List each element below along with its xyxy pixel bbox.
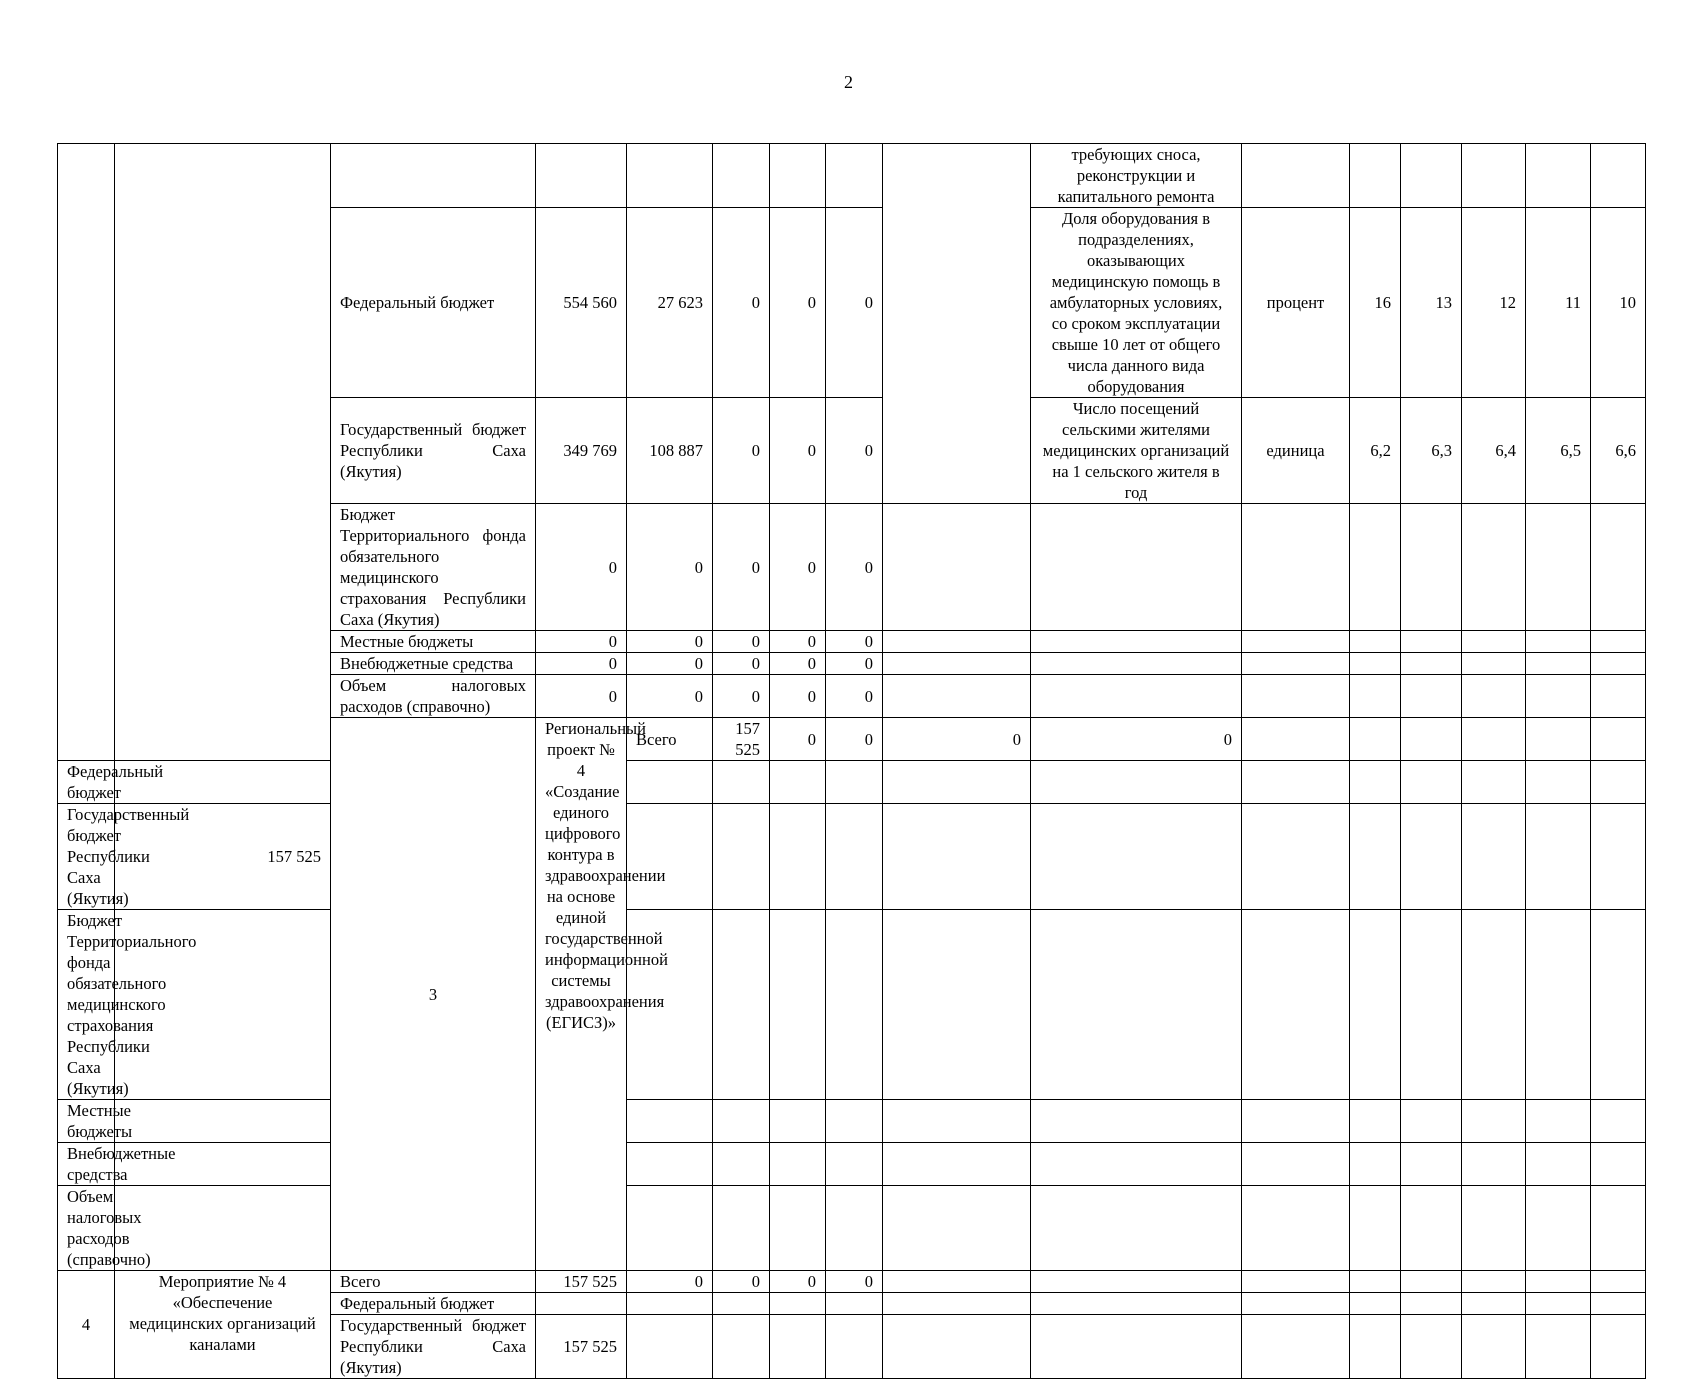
value-cell: 0 (713, 675, 770, 718)
indicator-name: Доля оборудования в подразделениях, оказывающих медицинскую помощь в амбулаторных условиях, со сроком эксплуатации свыше 10 лет от общего числа данного вида оборудования (1031, 208, 1242, 398)
budget-source: Государственный бюджет Республики Саха (Якутия) (331, 1315, 536, 1379)
value-cell: 0 (713, 208, 770, 398)
budget-source: Местные бюджеты (58, 1100, 115, 1143)
value-cell: 0 (627, 1271, 713, 1293)
value-cell: 0 (627, 675, 713, 718)
value-cell: 0 (826, 504, 883, 631)
value-cell: 0 (826, 1271, 883, 1293)
value-cell: 0 (627, 653, 713, 675)
indicator-value: 6,3 (1401, 398, 1462, 504)
indicator-unit: процент (1242, 208, 1350, 398)
value-cell: 0 (713, 398, 770, 504)
indicator-value: 13 (1401, 208, 1462, 398)
value-cell: 0 (627, 631, 713, 653)
value-cell: 0 (627, 504, 713, 631)
value-cell: 0 (770, 208, 826, 398)
budget-source: Государственный бюджет Республики Саха (Якутия) (331, 398, 536, 504)
value-cell: 0 (826, 398, 883, 504)
indicator-value: 6,2 (1350, 398, 1401, 504)
table-row (58, 1271, 1646, 1293)
program-table (57, 143, 1646, 1379)
table-row (58, 761, 1646, 804)
value-cell: 0 (713, 653, 770, 675)
value-cell: 0 (770, 675, 826, 718)
indicator-name: требующих сноса, реконструкции и капитального ремонта (1031, 144, 1242, 208)
value-cell: 0 (826, 631, 883, 653)
indicator-value: 6,4 (1462, 398, 1526, 504)
value-cell: 0 (770, 398, 826, 504)
budget-source: Федеральный бюджет (331, 208, 536, 398)
table-row (58, 1186, 1646, 1271)
indicator-unit: единица (1242, 398, 1350, 504)
value-cell: 554 560 (536, 208, 627, 398)
budget-source: Федеральный бюджет (58, 761, 115, 804)
value-cell: 0 (713, 1271, 770, 1293)
table-row (58, 144, 1646, 208)
table-row (58, 1143, 1646, 1186)
indicator-value: 12 (1462, 208, 1526, 398)
budget-source: Бюджет Территориального фонда обязательного медицинского страхования Республики Саха (Якутия) (331, 504, 536, 631)
budget-source: Местные бюджеты (331, 631, 536, 653)
project-name: Региональный проект № 4 «Создание единого цифрового контура в здравоохранении на основе единой государственной информационной системы здравоохранения (ЕГИСЗ)» (536, 718, 627, 1271)
value-cell: 0 (1031, 718, 1242, 761)
value-cell: 108 887 (627, 398, 713, 504)
budget-source: Всего (331, 1271, 536, 1293)
value-cell: 0 (536, 675, 627, 718)
value-cell: 0 (536, 653, 627, 675)
value-cell: 27 623 (627, 208, 713, 398)
budget-source: Объем налоговых расходов (справочно) (58, 1186, 115, 1271)
value-cell: 0 (770, 504, 826, 631)
value-cell: 0 (883, 718, 1031, 761)
indicator-name: Число посещений сельскими жителями медицинских организаций на 1 сельского жителя в год (1031, 398, 1242, 504)
table-row (58, 1100, 1646, 1143)
value-cell: 349 769 (536, 398, 627, 504)
value-cell: 157 525 (536, 1271, 627, 1293)
row-name-cell (115, 144, 331, 761)
budget-source: Федеральный бюджет (331, 1293, 536, 1315)
page-number: 2 (844, 72, 853, 92)
budget-source: Внебюджетные средства (58, 1143, 115, 1186)
value-cell: 0 (770, 1271, 826, 1293)
value-cell: 157 525 (115, 804, 331, 910)
value-cell: 0 (713, 504, 770, 631)
indicator-value: 6,6 (1591, 398, 1646, 504)
row-number: 3 (331, 718, 536, 1271)
budget-source: Объем налоговых расходов (справочно) (331, 675, 536, 718)
row-number-cell (58, 144, 115, 761)
row-number: 4 (58, 1271, 115, 1379)
value-cell: 0 (536, 504, 627, 631)
table-row (58, 910, 1646, 1100)
budget-source: Бюджет Территориального фонда обязательного медицинского страхования Республики Саха (Якутия) (58, 910, 115, 1100)
value-cell: 0 (826, 675, 883, 718)
value-cell: 0 (536, 631, 627, 653)
table-row (58, 804, 1646, 910)
value-cell: 157 525 (536, 1315, 627, 1379)
value-cell: 0 (713, 631, 770, 653)
value-cell: 0 (770, 718, 826, 761)
value-cell: 0 (770, 653, 826, 675)
indicator-value: 11 (1526, 208, 1591, 398)
indicator-value: 10 (1591, 208, 1646, 398)
budget-source: Всего (627, 718, 713, 761)
value-cell: 157 525 (713, 718, 770, 761)
value-cell: 0 (770, 631, 826, 653)
value-cell: 0 (826, 718, 883, 761)
budget-source: Государственный бюджет Республики Саха (Якутия) (58, 804, 115, 910)
budget-source: Внебюджетные средства (331, 653, 536, 675)
indicator-value: 6,5 (1526, 398, 1591, 504)
indicator-value: 16 (1350, 208, 1401, 398)
activity-name: Мероприятие № 4 «Обеспечение медицинских организаций каналами (115, 1271, 331, 1379)
value-cell: 0 (826, 653, 883, 675)
value-cell: 0 (826, 208, 883, 398)
